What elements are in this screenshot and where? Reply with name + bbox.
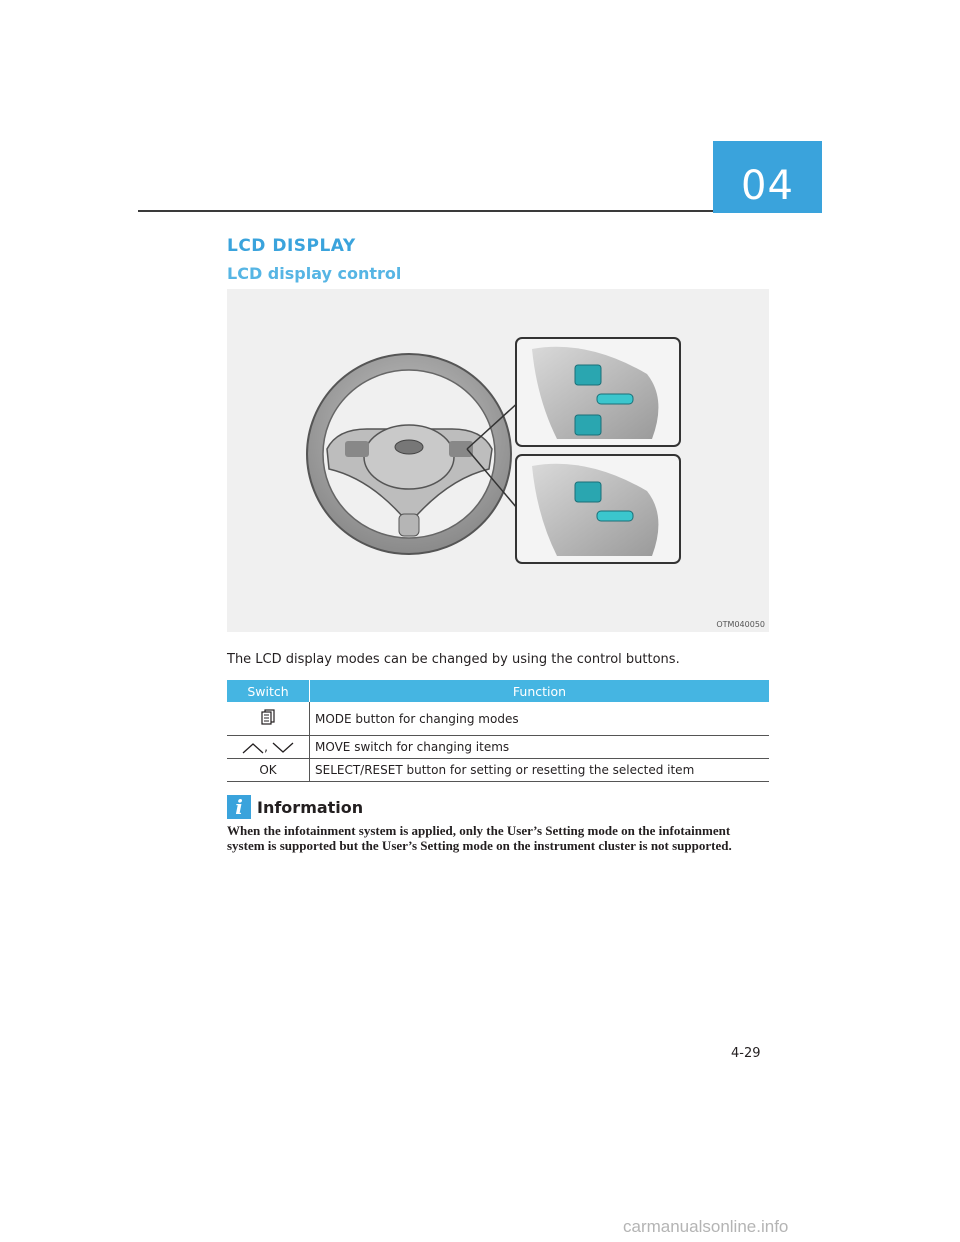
steering-wheel-figure bbox=[227, 289, 769, 632]
mode-function-cell: MODE button for changing modes bbox=[310, 702, 770, 736]
header-rule bbox=[138, 210, 713, 212]
table-row bbox=[227, 759, 769, 782]
info-icon: i bbox=[227, 795, 251, 819]
move-switch-cell bbox=[227, 736, 310, 759]
steering-wheel bbox=[307, 354, 511, 554]
table-row bbox=[227, 736, 769, 759]
section-title: LCD DISPLAY bbox=[227, 236, 356, 256]
ok-function-cell: SELECT/RESET button for setting or resetting the selected item bbox=[310, 759, 770, 782]
control-closeup-top bbox=[516, 338, 680, 446]
ok-switch-cell: OK bbox=[227, 759, 310, 782]
table-row bbox=[227, 702, 769, 736]
info-text: When the infotainment system is applied, only the User’s Setting mode on the infotainment system is supported but the User’s Setting mode on the instrument cluster is not supported. bbox=[227, 823, 732, 853]
steering-wheel-illustration bbox=[227, 289, 769, 632]
header-switch: Switch bbox=[227, 680, 310, 702]
mode-switch-cell bbox=[227, 702, 310, 736]
table-header-row bbox=[227, 680, 769, 702]
subsection-title: LCD display control bbox=[227, 264, 402, 283]
watermark: carmanualsonline.info bbox=[623, 1217, 789, 1236]
information-note bbox=[227, 795, 769, 853]
control-closeup-bottom bbox=[516, 455, 680, 563]
switch-separator: , bbox=[264, 740, 268, 754]
move-function-cell: MOVE switch for changing items bbox=[310, 736, 770, 759]
chevron-down-icon bbox=[272, 742, 294, 754]
mode-button-icon bbox=[261, 709, 275, 725]
header-function: Function bbox=[310, 680, 770, 702]
info-heading: Information bbox=[257, 797, 364, 817]
page-number: 4-29 bbox=[731, 1046, 761, 1061]
chapter-tab: 04 bbox=[713, 141, 822, 213]
chevron-up-icon bbox=[242, 742, 264, 754]
figure-code: OTM040050 bbox=[716, 620, 765, 629]
switch-function-table bbox=[227, 680, 769, 782]
intro-text: The LCD display modes can be changed by using the control buttons. bbox=[227, 652, 680, 667]
